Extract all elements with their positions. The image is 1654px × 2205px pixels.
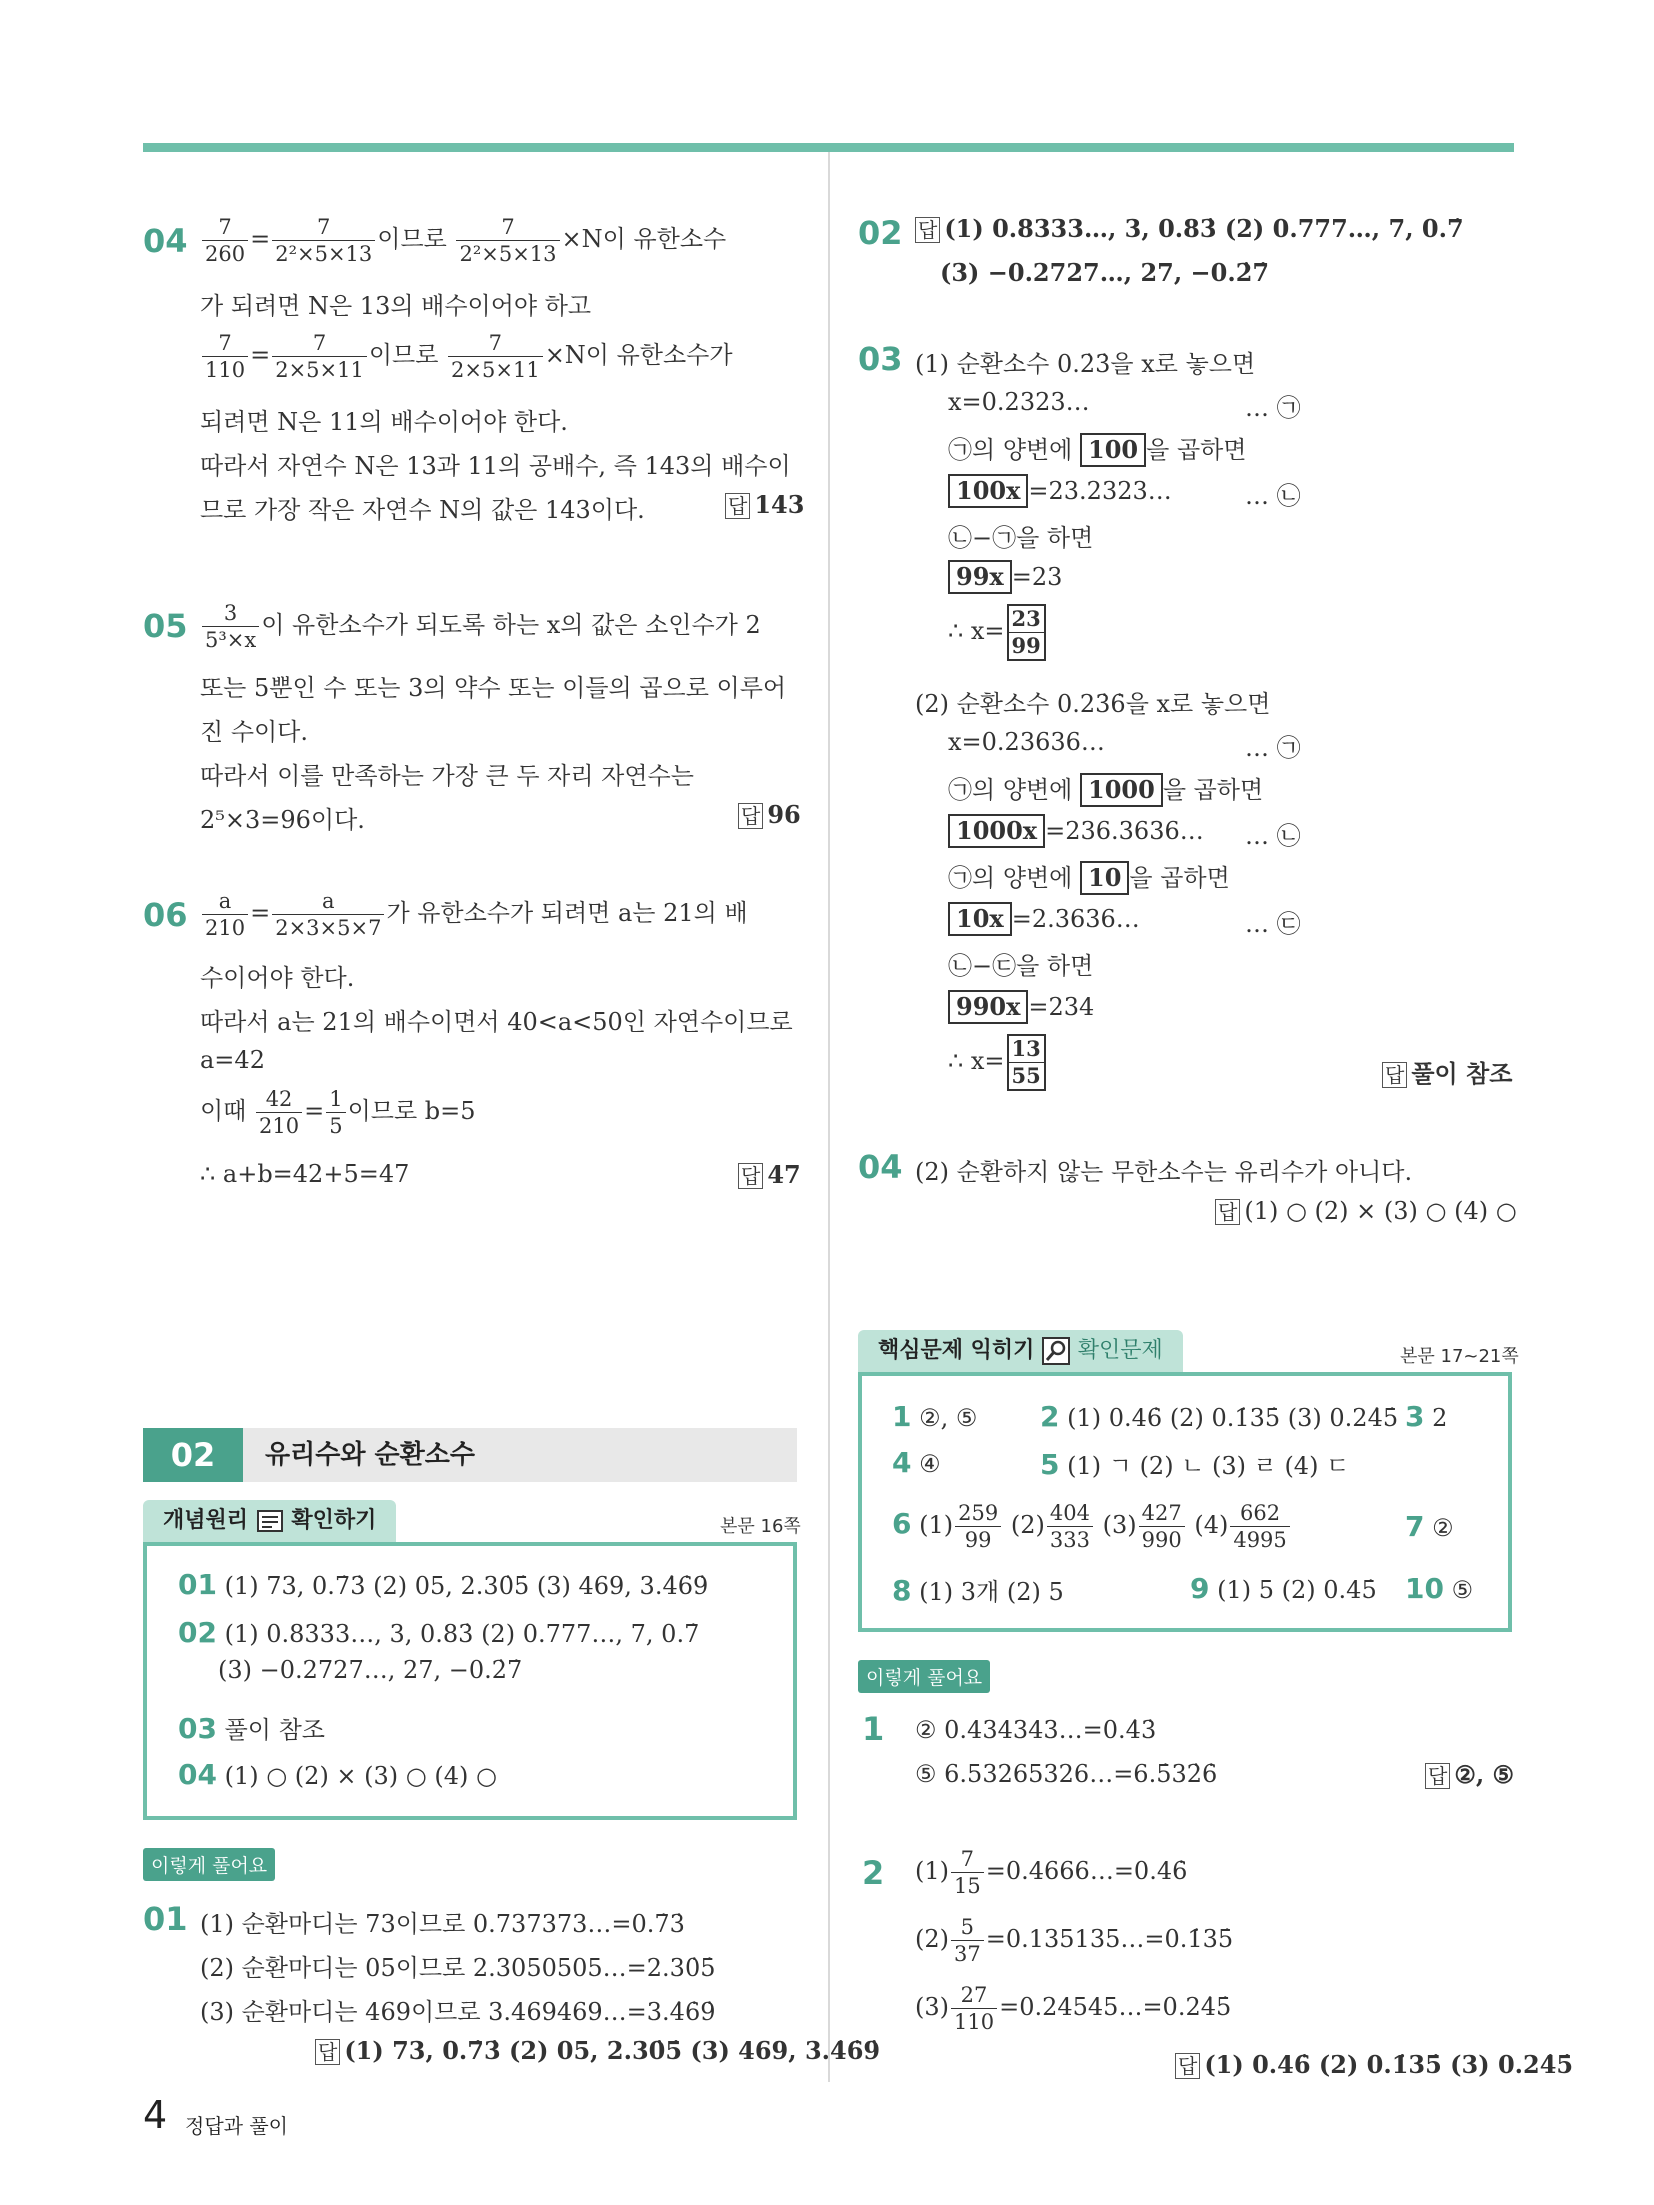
page-reference: 본문 16쪽 <box>720 1516 801 1537</box>
equation-line: $\frac{7}{110}$ = $\frac{7}{2\times 5\times 11}$ 이므로 $\frac{7}{2\times 5\times 11}$ ×N이 유한소수가 <box>200 330 733 383</box>
answer: 답 96 <box>738 800 801 829</box>
equation-tag: … ㉡ <box>1245 482 1301 510</box>
concept-item: 03 풀이 참조 <box>178 1712 325 1745</box>
equation-tag: … ㉠ <box>1245 394 1301 422</box>
answer: 답 (1) ○ (2) × (3) ○ (4) ○ <box>1215 1196 1517 1225</box>
text-line: ㉡−㉢을 하면 <box>948 952 1094 980</box>
core-item: 10 ⑤ <box>1405 1572 1474 1605</box>
core-item: 7 ② <box>1405 1510 1454 1543</box>
equation-line: x=0.23636… <box>948 728 1105 756</box>
equation-tag: … ㉠ <box>1245 734 1301 762</box>
concept-item: 02 (1) 0.8333…, 3, 0.83̇ (2) 0.777…, 7, 0.7̇ <box>178 1616 700 1649</box>
equation-line: 990x =234 <box>948 990 1094 1024</box>
text-line: (1) 순환소수 0.2̇3̇을 x로 놓으면 <box>915 350 1256 378</box>
problem-number: 06 <box>143 896 188 934</box>
text-line: ㉡−㉠을 하면 <box>948 524 1094 552</box>
text-line: 따라서 a는 21의 배수이면서 40<a<50인 자연수이므로 <box>200 1008 793 1036</box>
core-item: 8 (1) 3개 (2) 5 <box>892 1574 1064 1607</box>
core-item: 3 2 <box>1405 1400 1448 1433</box>
equation-line: ∴ x= $\frac{23}{99}$ <box>948 604 1048 661</box>
problem-number: 01 <box>143 1900 188 1938</box>
core-item: 6 (1) $\frac{259}{99}$ (2) $\frac{404}{333}$ (3) $\frac{427}{990}$ (4) $\frac{662}{4995}$ <box>892 1500 1292 1553</box>
answer: 답 ②, ⑤ <box>1425 1760 1514 1789</box>
problem-number: 04 <box>143 222 188 260</box>
text-line: (3) 순환마디는 469이므로 3.469469…=3.4̇6̇9̇ <box>200 1998 716 2026</box>
equation-line: x=0.2323… <box>948 388 1090 416</box>
text-line: ② 0.434343…=0.4̇3̇ <box>915 1716 1157 1744</box>
text-line: 2⁵×3=96이다. <box>200 806 365 834</box>
text-line: (2) 순환소수 0.23̇6̇을 x로 놓으면 <box>915 690 1271 718</box>
text-line: (1) 순환마디는 73이므로 0.737373…=0.7̇3̇ <box>200 1910 685 1938</box>
text-line: 가 되려면 N은 13의 배수이어야 하고 <box>200 292 592 320</box>
answer: 답 (1) 0.8333…, 3, 0.83̇ (2) 0.777…, 7, 0.7̇ <box>915 214 1464 243</box>
core-tab: 핵심문제 익히기 확인문제 <box>858 1330 1183 1372</box>
answer: 답 (1) 0.46̇ (2) 0.1̇35̇ (3) 0.24̇5̇ <box>1175 2050 1573 2079</box>
problem-number: 2 <box>862 1854 885 1892</box>
magnifier-icon <box>1042 1337 1070 1365</box>
core-item: 4 ④ <box>892 1446 941 1479</box>
equation-line: $\frac{3}{\text{5³×x}}$ 이 유한소수가 되도록 하는 x의 값은 소인수가 2 <box>200 600 761 653</box>
text-line: 따라서 자연수 N은 13과 11의 공배수, 즉 143의 배수이 <box>200 452 791 480</box>
equation-line: 10x =2.3636… <box>948 902 1140 936</box>
equation-line: 이때 $\frac{42}{210}$ = $\frac{1}{5}$ 이므로 b=5 <box>200 1087 476 1138</box>
answer: 답 47 <box>738 1160 801 1189</box>
page-number: 4 <box>143 2093 168 2137</box>
text-line: (2) 순환하지 않는 무한소수는 유리수가 아니다. <box>915 1158 1413 1186</box>
text-line: 진 수이다. <box>200 718 308 746</box>
problem-number: 1 <box>862 1710 885 1748</box>
column-divider <box>828 152 830 2082</box>
notebook-icon <box>256 1509 284 1533</box>
section-title: 유리수와 순환소수 <box>265 1440 475 1470</box>
equation-line: 99x =23 <box>948 560 1062 594</box>
text-line: ∴ a+b=42+5=47 <box>200 1160 410 1188</box>
page-footer-label: 정답과 풀이 <box>185 2114 288 2138</box>
equation-tag: … ㉢ <box>1245 910 1301 938</box>
equation-line: 1000x =236.3636… <box>948 814 1204 848</box>
core-item: 2 (1) 0.46̇ (2) 0.1̇35̇ (3) 0.24̇5̇ <box>1040 1400 1399 1433</box>
problem-number: 05 <box>143 607 188 645</box>
equation-tag: … ㉡ <box>1245 822 1301 850</box>
equation-line: (3) $\frac{27}{110}$ =0.24545…=0.24̇5̇ <box>915 1983 1232 2034</box>
text-line: (2) 순환마디는 05이므로 2.3050505…=2.30̇5̇ <box>200 1954 716 1982</box>
text-line: 따라서 이를 만족하는 가장 큰 두 자리 자연수는 <box>200 762 694 790</box>
answer: 답 풀이 참조 <box>1382 1054 1512 1089</box>
core-item: 1 ②, ⑤ <box>892 1400 978 1433</box>
text-line: ⑤ 6.53265326…=6.5̇32̇6̇ <box>915 1760 1218 1788</box>
equation-line: 100x =23.2323… <box>948 474 1172 508</box>
text-line: ㉠의 양변에 100 을 곱하면 <box>948 430 1247 467</box>
text-line: 므로 가장 작은 자연수 N의 값은 143이다. <box>200 496 645 524</box>
equation-line: $\frac{a}{210}$ = $\frac{a}{2\times 3\times 5\times 7}$ 가 유한소수가 되려면 a는 21의 배 <box>200 888 748 941</box>
problem-number: 04 <box>858 1148 903 1186</box>
concept-item: (3) −0.2727…, 27, −0.2̇7̇ <box>218 1656 523 1684</box>
equation-line: (2) $\frac{5}{37}$ =0.135135…=0.1̇35̇ <box>915 1915 1234 1966</box>
text-line: 되려면 N은 11의 배수이어야 한다. <box>200 408 568 436</box>
page-reference: 본문 17~21쪽 <box>1400 1346 1519 1367</box>
section-number: 02 <box>143 1428 243 1482</box>
core-item: 5 (1) ㄱ (2) ㄴ (3) ㄹ (4) ㄷ <box>1040 1448 1350 1481</box>
text-line: 또는 5뿐인 수 또는 3의 약수 또는 이들의 곱으로 이루어 <box>200 674 787 702</box>
concept-item: 04 (1) ○ (2) × (3) ○ (4) ○ <box>178 1758 497 1791</box>
equation-line: ∴ x= $\frac{13}{55}$ <box>948 1034 1048 1091</box>
top-accent-bar <box>143 143 1514 152</box>
problem-number: 03 <box>858 340 903 378</box>
concept-item: 01 (1) 73, 0.7̇3̇ (2) 05, 2.30̇5̇ (3) 469, 3.4̇6̇9̇ <box>178 1568 709 1601</box>
text-line: ㉠의 양변에 10 을 곱하면 <box>948 858 1230 895</box>
text-line: a=42 <box>200 1046 265 1074</box>
concept-tab: 개념원리 확인하기 <box>143 1500 396 1542</box>
problem-number: 02 <box>858 214 903 252</box>
core-item: 9 (1) 5 (2) 0.45̇ <box>1190 1572 1377 1605</box>
equation-line: (1) $\frac{7}{15}$ =0.4666…=0.46̇ <box>915 1847 1188 1898</box>
answer: 답 (1) 73, 0.7̇3̇ (2) 05, 2.30̇5̇ (3) 469, 3.4̇6̇9̇ <box>315 2036 880 2065</box>
answer: (3) −0.2727…, 27, −0.2̇7̇ <box>940 258 1270 287</box>
solution-label: 이렇게 풀어요 <box>858 1660 990 1693</box>
text-line: ㉠의 양변에 1000 을 곱하면 <box>948 770 1263 807</box>
solution-label: 이렇게 풀어요 <box>143 1848 275 1881</box>
equation-line: $\frac{7}{260}$ = $\frac{7}{\text{2²×5×13}}$ 이므로 $\frac{7}{\text{2²×5×13}}$ ×N이 유한소수 <box>200 214 726 267</box>
answer: 답 143 <box>725 490 804 519</box>
text-line: 수이어야 한다. <box>200 964 355 992</box>
